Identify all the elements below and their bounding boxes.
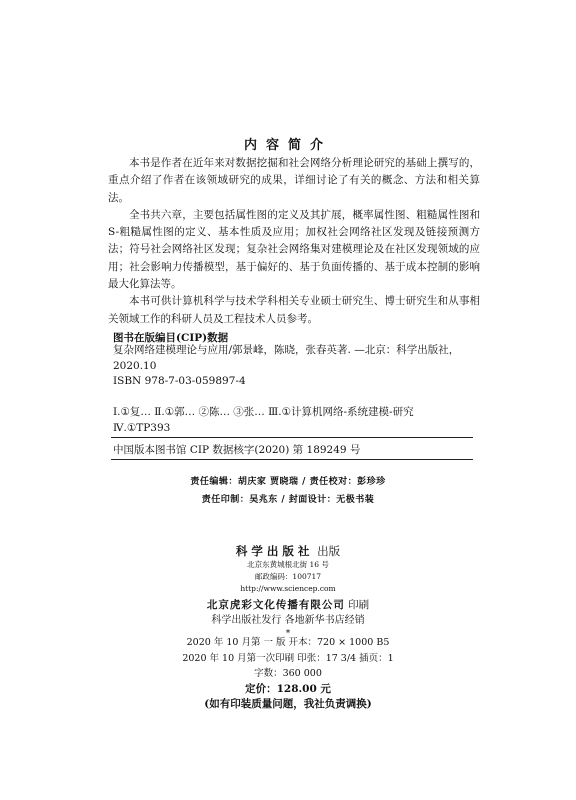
cip-line-3: ISBN 978-7-03-059897-4 [113, 375, 246, 387]
summary-paragraph-3: 本书可供计算机科学与技术学科相关专业硕士研究生、博士研究生和从事相关领域工作的科研人员及工程技术人员参考。 [108, 295, 480, 325]
printer-line [0, 597, 576, 613]
cip-heading: 图书在版编目(CIP)数据 [113, 332, 229, 344]
cip-line-2: 2020.10 [113, 359, 157, 372]
editor-credits [0, 474, 576, 509]
cip-line-4 [113, 390, 471, 406]
edition-specs [0, 635, 576, 713]
spec-line-1: 2020 年 10 月第 一 版 开本：720 × 1000 B5 [186, 637, 390, 648]
printer-name: 北京虎彩文化传播有限公司 [206, 599, 345, 611]
separator-star: * [285, 629, 291, 639]
price: 定价：128.00 元 [245, 682, 331, 695]
cip-record [113, 343, 471, 436]
publisher-suffix: 出版 [313, 544, 341, 558]
cip-line-6: Ⅳ.①TP393 [113, 421, 171, 434]
summary-paragraph-1: 本书是作者在近年来对数据挖掘和社会网络分析理论研究的基础上撰写的，重点介绍了作者在该领域研究的成果，详细讨论了有关的概念、方法和相关算法。 [108, 157, 480, 204]
cip-line-5: Ⅰ.①复… Ⅱ.①郭… ②陈… ③张… Ⅲ.①计算机网络-系统建模-研究 [113, 406, 414, 418]
quality-notice: (如有印装质量问题，我社负责调换) [204, 698, 372, 710]
spec-line-2: 2020 年 10 月第一次印刷 印张：17 3/4 插页：1 [182, 652, 394, 664]
publisher-name: 科学出版社 [235, 544, 314, 558]
cip-data-number: 中国版本图书馆 CIP 数据核字(2020) 第 189249 号 [113, 444, 361, 456]
cip-divider [111, 437, 473, 438]
publisher-address: 北京东黄城根北街 16 号 [247, 560, 329, 569]
editor-line-2: 责任印制：吴兆东 / 封面设计：无极书装 [201, 494, 375, 505]
spec-line-3: 字数：360 000 [254, 668, 322, 679]
summary-paragraph-2: 全书共六章，主要包括属性图的定义及其扩展，概率属性图、粗糙属性图和S-粗糙属性图的定义、基本性质及应用；加权社会网络社区发现及链接预测方法；符号社会网络社区发现；复杂社会网络集对建模理论及在社区发现领域的应用；社会影响力传播模型，基于偏好的、基于负面传播的、基于成本控制的影响最大化算法等。 [108, 208, 480, 291]
publisher-block [0, 543, 576, 639]
distribution-line: 科学出版社发行 各地新华书店经销 [211, 615, 365, 626]
editor-line-1: 责任编辑：胡庆家 贾晓瑞 / 责任校对：彭珍珍 [190, 477, 386, 487]
cip-bottom-rule [111, 459, 473, 460]
publisher-website: http://www.sciencep.com [240, 584, 336, 593]
printer-suffix: 印刷 [344, 599, 370, 611]
publisher-line [0, 543, 576, 559]
cip-line-1: 复杂网络建模理论与应用/郭景峰，陈晓，张春英著. —北京：科学出版社， [113, 344, 460, 356]
publisher-postcode: 邮政编码：100717 [254, 572, 322, 581]
summary-body [108, 155, 480, 328]
summary-title: 内容简介 [243, 138, 332, 153]
